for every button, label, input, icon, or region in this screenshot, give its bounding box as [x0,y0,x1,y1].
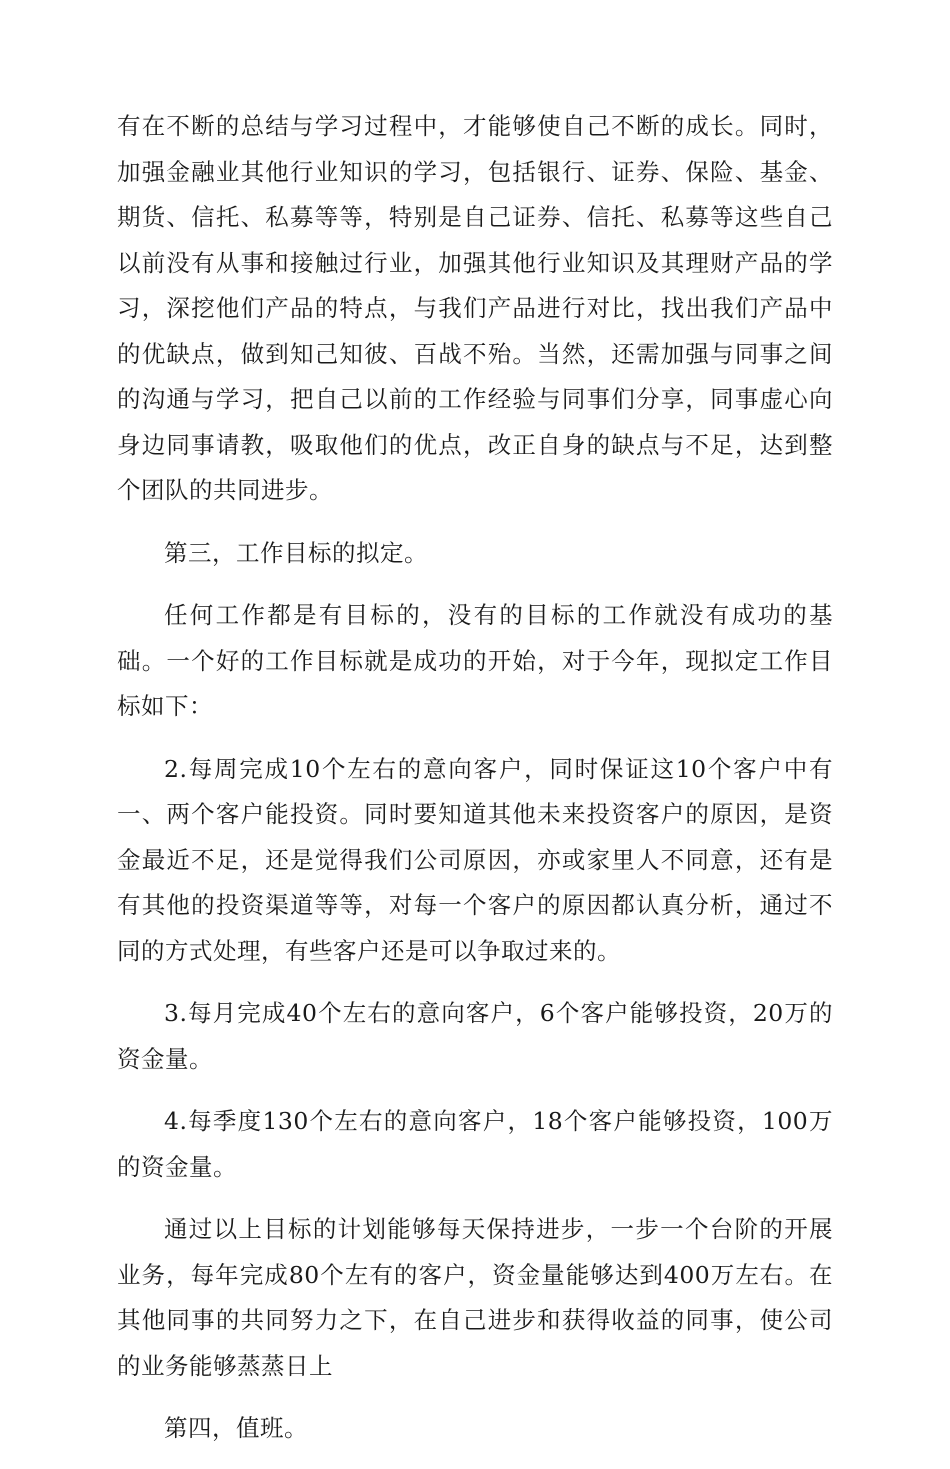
heading-fourth-duty: 第四，值班。 [164,1414,308,1442]
paragraph-quarterly-goal: 4.每季度130个左右的意向客户，18个客户能够投资，100万的资金量。 [117,1107,833,1181]
document-body [117,104,833,1469]
paragraph-annual-goal: 通过以上目标的计划能够每天保持进步，一步一个台阶的开展业务，每年完成80个左有的客户，资金量能够达到400万左右。在其他同事的共同努力之下，在自己进步和获得收益的同事，使公司的业务能够蒸蒸日上 [117,1215,833,1380]
heading-third-goal-setting: 第三，工作目标的拟定。 [164,538,428,567]
paragraph-weekly-goal: 2.每周完成10个左右的意向客户，同时保证这10个客户中有一、两个客户能投资。同时要知道其他未来投资客户的原因，是资金最近不足，还是觉得我们公司原因，亦或家里人不同意，还有是有其他的投资渠道等等，对每一个客户的原因都认真分析，通过不同的方式处理，有些客户还是可以争取过来的。 [117,754,833,965]
paragraph-learning-continued: 有在不断的总结与学习过程中，才能够使自己不断的成长。同时，加强金融业其他行业知识的学习，包括银行、证券、保险、基金、期货、信托、私募等等，特别是自己证券、信托、私募等这些自己以前没有从事和接触过行业，加强其他行业知识及其理财产品的学习，深挖他们产品的特点，与我们产品进行对比，找出我们产品中的优缺点，做到知己知彼、百战不殆。当然，还需加强与同事之间的沟通与学习，把自己以前的工作经验与同事们分享，同事虚心向身边同事请教，吸取他们的优点，改正自身的缺点与不足，达到整个团队的共同进步。 [117,112,833,504]
paragraph-goal-intro: 任何工作都是有目标的，没有的目标的工作就没有成功的基础。一个好的工作目标就是成功的开始，对于今年，现拟定工作目标如下： [117,601,833,720]
paragraph-monthly-goal: 3.每月完成40个左右的意向客户，6个客户能够投资，20万的资金量。 [117,999,833,1073]
